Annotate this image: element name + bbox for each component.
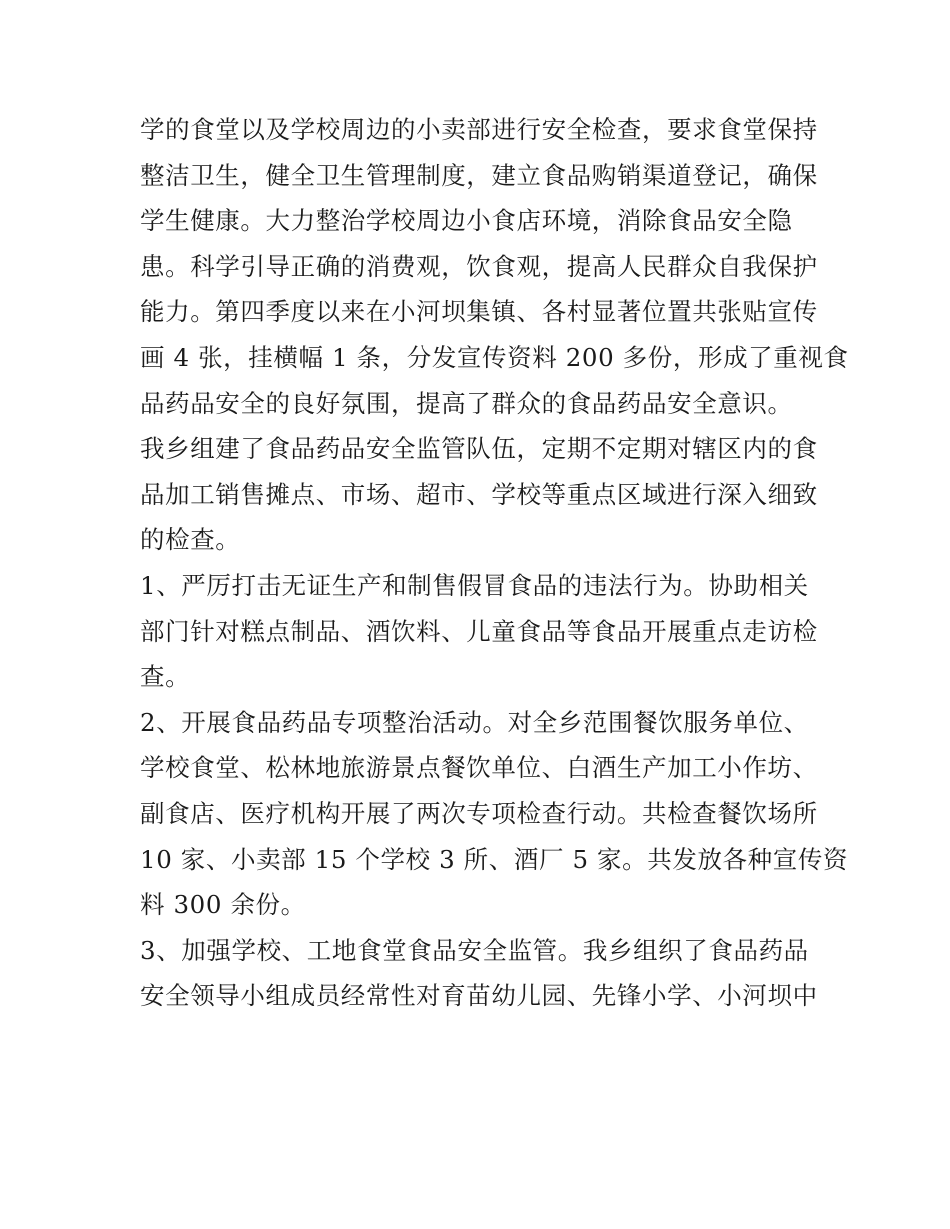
- text-line: 患。科学引导正确的消费观，饮食观，提高人民群众自我保护: [140, 251, 818, 281]
- text-line: 画 4 张，挂横幅 1 条，分发宣传资料 200 多份，形成了重视食: [140, 342, 849, 372]
- text-line: 学生健康。大力整治学校周边小食店环境，消除食品安全隐: [140, 206, 793, 236]
- text-line: 学的食堂以及学校周边的小卖部进行安全检查，要求食堂保持: [140, 115, 818, 144]
- text-line: 整洁卫生，健全卫生管理制度，建立食品购销渠道登记，确保: [140, 160, 818, 190]
- text-line: 品药品安全的良好氛围，提高了群众的食品药品安全意识。: [140, 388, 793, 418]
- text-line: 我乡组建了食品药品安全监管队伍，定期不定期对辖区内的食: [140, 434, 818, 464]
- text-line: 10 家、小卖部 15 个学校 3 所、酒厂 5 家。共发放各种宣传资: [140, 844, 849, 874]
- text-line: 安全领导小组成员经常性对育苗幼儿园、先锋小学、小河坝中: [140, 981, 818, 1011]
- text-line: 1、严厉打击无证生产和制售假冒食品的违法行为。协助相关: [140, 570, 809, 600]
- text-line: 的检查。: [140, 525, 241, 555]
- text-line: 副食店、医疗机构开展了两次专项检查行动。共检查餐饮场所: [140, 798, 818, 828]
- document-body: [140, 107, 849, 1019]
- text-line: 部门针对糕点制品、酒饮料、儿童食品等食品开展重点走访检: [140, 616, 818, 646]
- text-line: 品加工销售摊点、市场、超市、学校等重点区域进行深入细致: [140, 479, 818, 509]
- text-line: 料 300 余份。: [140, 890, 306, 920]
- text-line: 查。: [140, 662, 191, 692]
- text-line: 3、加强学校、工地食堂食品安全监管。我乡组织了食品药品: [140, 935, 809, 965]
- text-line: 学校食堂、松林地旅游景点餐饮单位、白酒生产加工小作坊、: [140, 753, 818, 783]
- text-line: 能力。第四季度以来在小河坝集镇、各村显著位置共张贴宣传: [140, 297, 818, 327]
- text-line: 2、开展食品药品专项整治活动。对全乡范围餐饮服务单位、: [140, 707, 809, 737]
